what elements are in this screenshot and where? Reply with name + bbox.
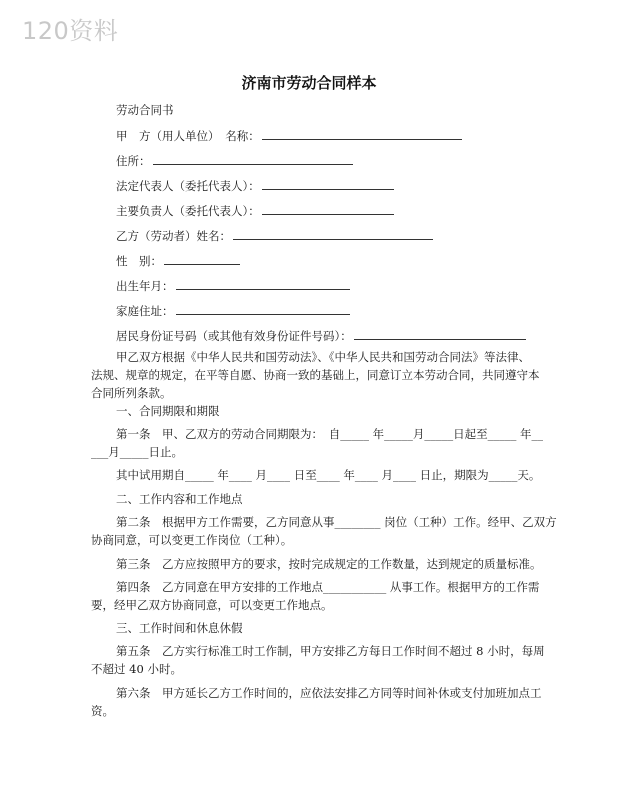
- party-a-name-field: [116, 127, 462, 144]
- principal-field: [116, 202, 394, 219]
- preamble-line-2: 法规、规章的规定，在平等自愿、协商一致的基础上，同意订立本劳动合同，共同遵守本: [91, 368, 540, 382]
- section-3-heading: [116, 620, 243, 636]
- article-6-paragraph: [91, 684, 542, 720]
- birth-label: 出生年月：: [116, 279, 174, 293]
- article-2-paragraph: [91, 513, 557, 549]
- article-4-line-1: 第四条 乙方同意在甲方安排的工作地点___________ 从事工作。根据甲方的工作需: [116, 580, 540, 594]
- article-1-line-2: ___月_____日止。: [91, 445, 183, 459]
- probation-text: 其中试用期自_____ 年____ 月____ 日至____ 年____ 月____ 日止，期限为_____天。: [116, 468, 541, 482]
- birth-field: [116, 277, 350, 294]
- section-2-heading: [116, 491, 243, 507]
- contract-book-text: 劳动合同书: [116, 103, 174, 117]
- article-1-line-1: 第一条 甲、乙双方的劳动合同期限为： 自_____ 年_____月_____日起至_____ 年__: [116, 427, 544, 441]
- article-4-line-2: 要，经甲乙双方协商同意，可以变更工作地点。: [91, 598, 333, 612]
- article-4-paragraph: [91, 578, 540, 614]
- probation-line: [116, 467, 540, 483]
- article-6-line-2: 资。: [91, 704, 114, 718]
- home-address-field: [116, 302, 350, 319]
- contract-book-label: [116, 102, 174, 118]
- section-2-text: 二、工作内容和工作地点: [116, 492, 243, 506]
- address-field: [116, 152, 353, 169]
- article-3-text: 第三条 乙方应按照甲方的要求，按时完成规定的工作数量，达到规定的质量标准。: [116, 557, 542, 571]
- address-blank: [153, 152, 353, 165]
- legal-rep-blank: [262, 177, 394, 190]
- id-number-label: 居民身份证号码（或其他有效身份证件号码）：: [116, 329, 352, 343]
- home-address-label: 家庭住址：: [116, 304, 174, 318]
- preamble-paragraph: [91, 348, 540, 402]
- section-1-text: 一、合同期限和期限: [116, 404, 220, 418]
- section-1-heading: [116, 403, 220, 419]
- legal-rep-label: 法定代表人（委托代表人）：: [116, 179, 260, 193]
- article-5-line-2: 不超过 40 小时。: [91, 662, 182, 676]
- id-number-field: [116, 327, 526, 344]
- party-a-name-blank: [262, 127, 462, 140]
- home-address-blank: [176, 302, 350, 315]
- article-3-line: [116, 556, 542, 572]
- party-b-name-field: [116, 227, 433, 244]
- birth-blank: [176, 277, 350, 290]
- party-b-name-blank: [233, 227, 433, 240]
- address-label: 住所：: [116, 154, 151, 168]
- preamble-line-3: 合同所列条款。: [91, 386, 172, 400]
- id-number-blank: [354, 327, 526, 340]
- article-2-line-2: 协商同意，可以变更工作岗位（工种）。: [91, 533, 293, 547]
- party-a-name-label: 甲 方（用人单位） 名称：: [116, 129, 260, 143]
- article-5-paragraph: [91, 642, 545, 678]
- party-b-name-label: 乙方（劳动者）姓名：: [116, 229, 231, 243]
- principal-blank: [262, 202, 394, 215]
- section-3-text: 三、工作时间和休息休假: [116, 621, 243, 635]
- watermark-logo: 120资料: [22, 17, 119, 45]
- legal-rep-field: [116, 177, 394, 194]
- article-6-line-1: 第六条 甲方延长乙方工作时间的，应依法安排乙方同等时间补休或支付加班加点工: [116, 686, 542, 700]
- gender-blank: [164, 252, 240, 265]
- principal-label: 主要负责人（委托代表人）：: [116, 204, 260, 218]
- article-2-line-1: 第二条 根据甲方工作需要，乙方同意从事________ 岗位（工种）工作。经甲、乙双方: [116, 515, 557, 529]
- gender-label: 性 别：: [116, 254, 162, 268]
- preamble-line-1: 甲乙双方根据《中华人民共和国劳动法》、《中华人民共和国劳动合同法》等法律、: [116, 350, 530, 364]
- gender-field: [116, 252, 240, 269]
- document-title: 济南市劳动合同样本: [241, 74, 377, 92]
- article-1-paragraph: [91, 425, 544, 461]
- article-5-line-1: 第五条 乙方实行标准工时工作制，甲方安排乙方每日工作时间不超过 8 小时，每周: [116, 644, 545, 658]
